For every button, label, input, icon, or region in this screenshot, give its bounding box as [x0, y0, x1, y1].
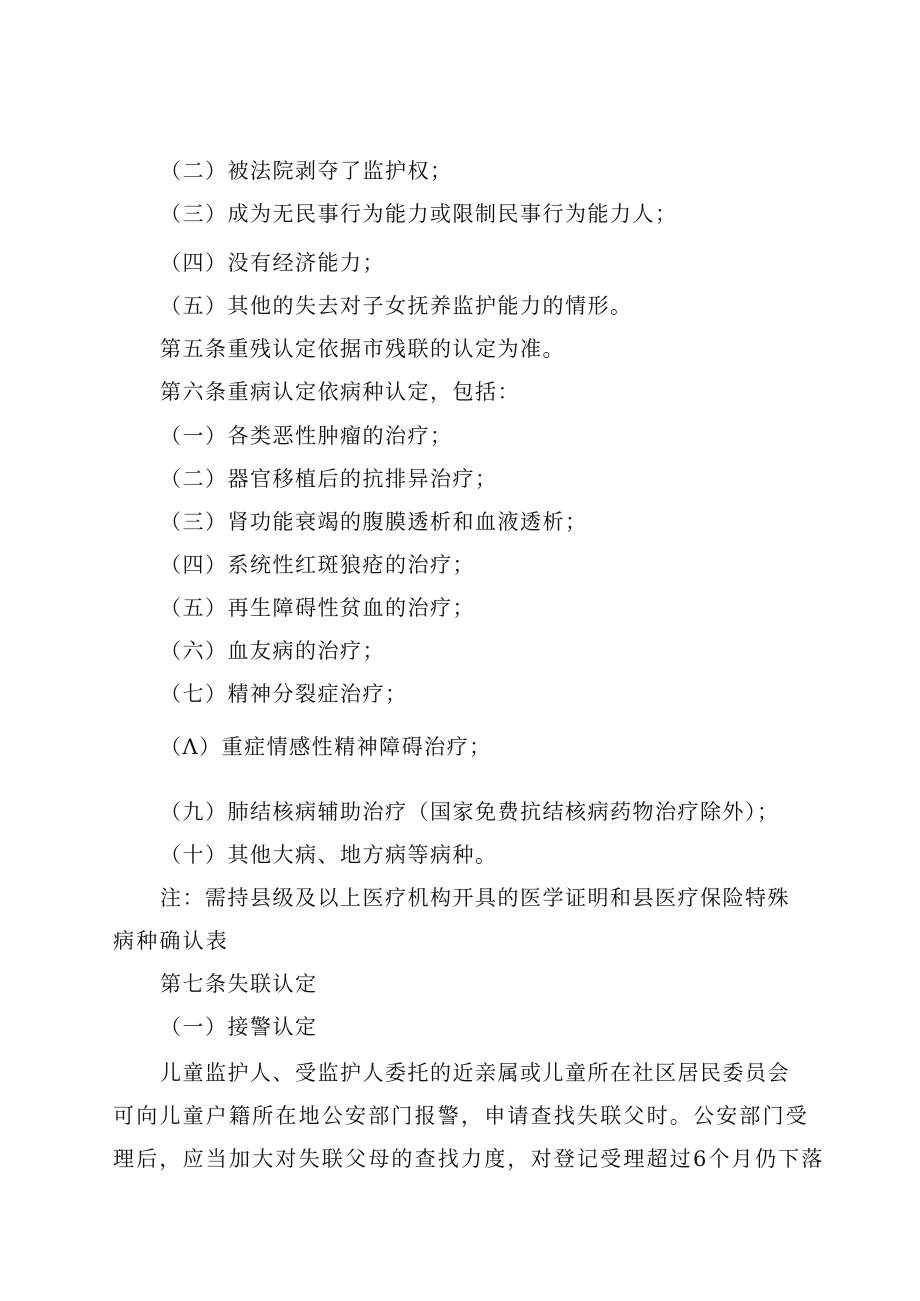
text-line: （四）系统性红斑狼疮的治疗；: [160, 553, 475, 577]
text-line: （四）没有经济能力；: [160, 251, 385, 275]
text-line: （九）肺结核病辅助治疗（国家免费抗结核病药物治疗除外）；: [160, 800, 780, 824]
text-line: （一）各类恶性肿瘤的治疗；: [160, 424, 453, 448]
text-line: 第六条重病认定依病种认定，包括：: [160, 380, 520, 404]
text-line: 理后，应当加大对失联父母的查找力度，对登记受理超过6个月仍下落: [113, 1147, 825, 1171]
text-line: （五）再生障碍性贫血的治疗；: [160, 596, 475, 620]
text-line: （三）肾功能衰竭的腹膜透析和血液透析；: [160, 510, 588, 534]
text-line: 病种确认表: [113, 929, 229, 953]
text-line: （五）其他的失去对子女抚养监护能力的情形。: [160, 294, 633, 318]
text-line: （Λ）重症情感性精神障碍治疗；: [160, 735, 492, 759]
text-line: 注：需持县级及以上医疗机构开具的医学证明和县医疗保险特殊: [160, 886, 790, 910]
text-line: 可向儿童户籍所在地公安部门报警，申请查找失联父时。公安部门受: [113, 1104, 809, 1128]
text-line: 第七条失联认定: [160, 972, 318, 996]
text-line: （二）器官移植后的抗排异治疗；: [160, 467, 498, 491]
text-line: （七）精神分裂症治疗；: [160, 682, 408, 706]
text-line: （十）其他大病、地方病等病种。: [160, 843, 498, 867]
text-line: （二）被法院剥夺了监护权；: [160, 159, 453, 183]
text-line: （一）接警认定: [160, 1015, 318, 1039]
text-line: 第五条重残认定依据市残联的认定为准。: [160, 337, 565, 361]
text-line: 儿童监护人、受监护人委托的近亲属或儿童所在社区居民委员会: [160, 1061, 790, 1085]
text-line: （六）血友病的治疗；: [160, 639, 385, 663]
text-line: （三）成为无民事行为能力或限制民事行为能力人；: [160, 202, 678, 226]
